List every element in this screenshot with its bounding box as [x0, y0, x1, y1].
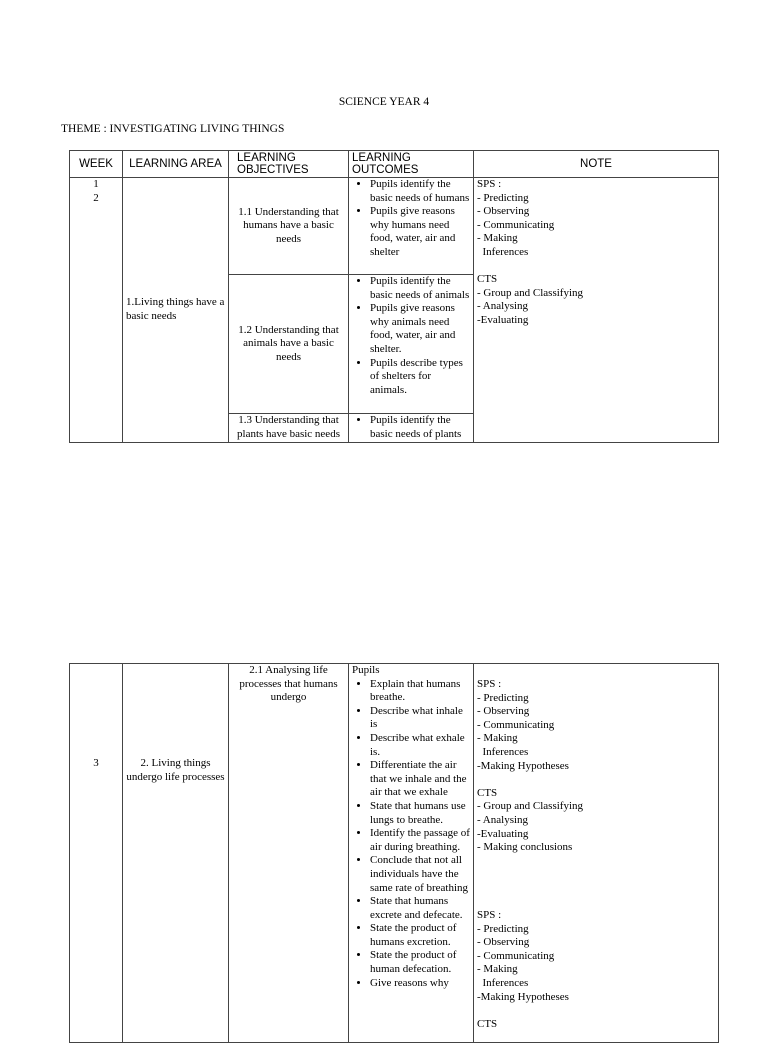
outcomes-list — [352, 275, 470, 397]
note-line: -Evaluating — [477, 313, 529, 326]
week-cell — [70, 178, 123, 443]
outcomes-cell — [349, 414, 474, 443]
lesson-plan-table-2 — [69, 663, 719, 1043]
outcome-item: • Pupils identify the basic needs of plants — [370, 414, 470, 441]
note-line: - Group and Classifying — [477, 800, 584, 813]
outcome-item: • Identify the passage of air during breathing. — [370, 827, 470, 854]
header-learning-area: LEARNING AREA — [123, 151, 229, 178]
outcome-item: • Give reasons why — [370, 977, 470, 991]
note-line: Inferences — [477, 977, 529, 990]
note-line: - Making — [477, 732, 518, 745]
note-line: - Making — [477, 232, 518, 245]
note-line — [477, 855, 715, 869]
outcome-item: • Pupils give reasons why animals need food, water, air and shelter. — [370, 302, 470, 356]
week-line: 2 — [93, 191, 99, 204]
outcome-item: • State that humans use lungs to breathe. — [370, 800, 470, 827]
note-line: SPS : — [477, 909, 502, 922]
note-line: CTS — [477, 273, 498, 286]
note-line: - Making — [477, 963, 518, 976]
lesson-plan-table-1 — [69, 150, 719, 443]
week-cell: 3 — [70, 664, 123, 1043]
outcomes-intro: Pupils — [352, 664, 380, 676]
note-line — [477, 882, 715, 896]
objective-cell: 1.2 Understanding that animals have a basic needs — [229, 275, 349, 414]
note-line: - Predicting — [477, 191, 529, 204]
note-line: SPS : — [477, 678, 502, 690]
note-line: -Making Hypotheses — [477, 990, 569, 1003]
note-line: -Making Hypotheses — [477, 759, 569, 772]
outcome-item: • Pupils describe types of shelters for animals. — [370, 357, 470, 398]
outcomes-cell — [349, 275, 474, 414]
week-line: 1 — [93, 178, 99, 190]
objective-cell: 1.1 Understanding that humans have a basic needs — [229, 178, 349, 275]
note-line: - Making conclusions — [477, 841, 573, 854]
outcome-item: • Pupils identify the basic needs of humans — [370, 178, 470, 205]
outcome-item: • State the product of humans excretion. — [370, 922, 470, 949]
note-line: -Evaluating — [477, 827, 529, 840]
table-header-row — [70, 151, 719, 178]
note-line: - Communicating — [477, 949, 555, 962]
document-title: SCIENCE YEAR 4 — [338, 96, 430, 108]
note-line — [477, 260, 715, 274]
note-line: - Observing — [477, 936, 530, 949]
objective-cell: 1.3 Understanding that plants have basic needs — [229, 414, 349, 443]
learning-area-cell: 1.Living things have a basic needs — [123, 178, 229, 443]
outcomes-list — [352, 678, 470, 991]
outcomes-cell — [349, 664, 474, 1043]
table-row — [70, 178, 719, 275]
note-line: - Communicating — [477, 218, 555, 231]
note-line — [477, 868, 715, 882]
header-note: NOTE — [474, 151, 719, 178]
header-week: WEEK — [70, 151, 123, 178]
outcome-item: • Pupils give reasons why humans need food, water, air and shelter — [370, 205, 470, 259]
note-line: - Analysing — [477, 300, 529, 313]
note-line: - Group and Classifying — [477, 286, 584, 299]
outcome-item: • State the product of human defecation. — [370, 949, 470, 976]
note-lines — [477, 678, 715, 1031]
outcomes-list — [352, 414, 470, 441]
header-learning-outcomes: LEARNING OUTCOMES — [349, 151, 474, 178]
note-line — [477, 1004, 715, 1018]
outcome-item: • Describe what inhale is — [370, 705, 470, 732]
note-line — [477, 773, 715, 787]
note-line: - Observing — [477, 705, 530, 718]
note-line: CTS — [477, 786, 498, 799]
note-cell — [474, 664, 719, 1043]
table-row — [70, 664, 719, 1043]
outcome-item: • State that humans excrete and defecate. — [370, 895, 470, 922]
outcomes-list — [352, 178, 470, 260]
outcome-item: • Describe what exhale is. — [370, 732, 470, 759]
note-line: - Predicting — [477, 691, 529, 704]
note-lines — [477, 178, 715, 328]
note-cell — [474, 178, 719, 443]
note-line: SPS : — [477, 178, 502, 190]
note-line: Inferences — [477, 245, 529, 258]
note-line — [477, 896, 715, 910]
note-line: - Communicating — [477, 718, 555, 731]
header-learning-objectives: LEARNING OBJECTIVES — [229, 151, 349, 178]
outcome-item: • Pupils identify the basic needs of animals — [370, 275, 470, 302]
theme-heading: THEME : INVESTIGATING LIVING THINGS — [61, 123, 285, 135]
objective-cell: 2.1 Analysing life processes that humans undergo — [229, 664, 349, 1043]
note-line: - Predicting — [477, 922, 529, 935]
note-line: CTS — [477, 1017, 498, 1030]
outcome-item: • Explain that humans breathe. — [370, 678, 470, 705]
note-line: - Analysing — [477, 813, 529, 826]
outcome-item: • Conclude that not all individuals have the same rate of breathing — [370, 854, 470, 895]
outcome-item: • Differentiate the air that we inhale and the air that we exhale — [370, 759, 470, 800]
note-line: - Observing — [477, 205, 530, 218]
learning-area-cell: 2. Living things undergo life processes — [123, 664, 229, 1043]
note-line: Inferences — [477, 745, 529, 758]
outcomes-cell — [349, 178, 474, 275]
